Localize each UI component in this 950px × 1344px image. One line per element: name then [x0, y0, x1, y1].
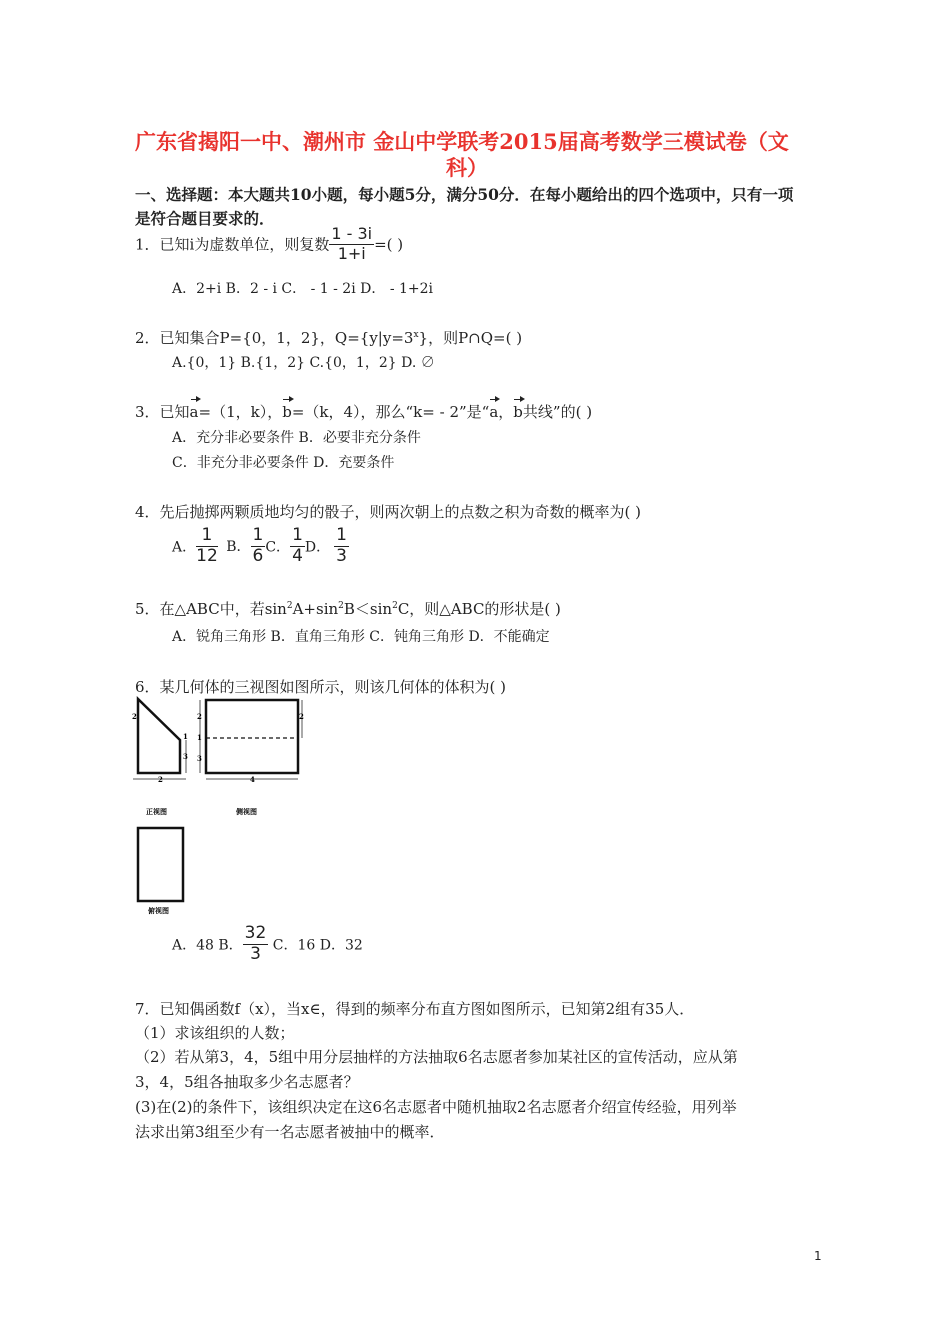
q3-vector-b: b [282, 403, 292, 421]
question-6: 6．某几何体的三视图如图所示，则该几何体的体积为( ) [135, 678, 507, 696]
section-header-line2: 是符合题目要求的． [135, 209, 275, 228]
dim-side-bottom: 4 [250, 775, 255, 784]
q3-text-a: 3．已知 [135, 403, 190, 421]
dim-side-right: 2 [299, 712, 304, 721]
q3-text-b: =（1，k）， [198, 403, 283, 421]
question-4: 4．先后抛掷两颗质地均匀的骰子，则两次朝上的点数之积为奇数的概率为( ) [135, 503, 642, 521]
q1-options: A．2+i B．2 - i C． - 1 - 2i D． - 1+2i [172, 281, 434, 297]
q4-frac-c-num: 1 [292, 525, 303, 545]
q4-label-c: C． [265, 539, 291, 556]
q2-tail: }，则P∩Q=( ) [418, 329, 523, 347]
doc-title-line2: 科） [446, 155, 488, 180]
q6-options-c-d: C．16 D．32 [268, 937, 363, 954]
q2-options: A.{0，1} B.{1，2} C.{0，1，2} D. ∅ [172, 355, 435, 371]
question-2 [135, 327, 522, 348]
q7-line1: 7．已知偶函数f（x），当x∈，得到的频率分布直方图如图所示，已知第2组有35人． [135, 1000, 695, 1018]
three-view-figure [130, 695, 320, 920]
front-view-label: 正视图 [146, 808, 167, 816]
q4-label-b: B． [226, 539, 251, 556]
top-view [138, 828, 183, 901]
q3-text-d: ， [498, 403, 514, 421]
q4-options [172, 527, 349, 566]
q7-line6: 法求出第3组至少有一名志愿者被抽中的概率． [135, 1123, 445, 1141]
q4-frac-b-num: 1 [252, 525, 264, 545]
q1-fraction [329, 226, 374, 263]
q4-frac-a-den: 12 [196, 545, 218, 566]
q4-frac-d-den: 3 [336, 545, 347, 566]
q2-sup: x [413, 330, 419, 340]
q3-vector-a: a [189, 403, 199, 421]
side-view-label: 侧视图 [236, 808, 257, 816]
dim-side-left-low: 3 [197, 754, 202, 763]
question-3 [135, 401, 592, 422]
q3-text-e: 共线”的( ) [522, 403, 593, 421]
dim-side-left-top: 2 [197, 712, 202, 721]
q5-part3: B＜sin [343, 600, 393, 618]
q5-tail: C，则△ABC的形状是( ) [397, 600, 561, 618]
q1-stem: 1．已知i为虚数单位，则复数 [135, 235, 330, 254]
q6-frac-b-den: 3 [250, 943, 261, 964]
top-view-label: 俯视图 [148, 907, 169, 915]
q5-sup3: 2 [392, 601, 398, 611]
q4-frac-c-den: 4 [292, 545, 303, 566]
q1-denominator: 1+i [337, 243, 366, 263]
q4-frac-d [334, 527, 349, 566]
q3-vector-b2: b [513, 403, 523, 421]
dim-front-left: 2 [132, 712, 137, 721]
q5-options: A．锐角三角形 B．直角三角形 C．钝角三角形 D．不能确定 [172, 629, 550, 645]
q4-label-d: D． [304, 539, 331, 556]
q3-vector-a2: a [489, 403, 499, 421]
q4-frac-a-num: 1 [196, 527, 218, 547]
q4-frac-a [196, 527, 218, 566]
side-view [206, 700, 298, 773]
q3-options-line2: C．非充分非必要条件 D．充要条件 [172, 455, 395, 471]
q6-frac-b-num: 32 [244, 923, 267, 943]
q4-frac-b [251, 527, 266, 566]
question-5 [135, 598, 561, 619]
q7-line2: （1）求该组织的人数； [135, 1024, 295, 1042]
page-number: 1 [814, 1249, 822, 1263]
q4-frac-d-num: 1 [336, 525, 347, 545]
front-view [138, 699, 180, 773]
q5-sup2: 2 [338, 601, 344, 611]
question-1 [135, 226, 403, 263]
q2-stem: 2．已知集合P={0，1，2}，Q={y|y=3 [135, 329, 414, 347]
dim-front-bottom: 2 [158, 775, 163, 784]
q3-text-c: =（k，4），那么“k= - 2”是“ [291, 403, 490, 421]
q5-stem: 5．在△ABC中，若sin [135, 600, 287, 618]
doc-title-line1: 广东省揭阳一中、潮州市 金山中学联考2015届高考数学三模试卷（文 [135, 129, 789, 154]
q7-line4: 3，4，5组各抽取多少名志愿者？ [135, 1073, 359, 1091]
q1-tail: =( ) [374, 235, 404, 254]
q1-numerator: 1 - 3i [331, 224, 373, 243]
q4-frac-c [290, 527, 305, 566]
q4-frac-b-den: 6 [252, 545, 264, 566]
section-header-line1: 一、选择题：本大题共10小题，每小题5分，满分50分．在每小题给出的四个选项中，只有一项 [135, 185, 794, 204]
q3-options-line1: A．充分非必要条件 B．必要非充分条件 [172, 430, 421, 446]
dim-side-left-mid: 1 [197, 733, 202, 742]
dim-front-upper: 1 [183, 732, 188, 741]
q7-line3: （2）若从第3，4，5组中用分层抽样的方法抽取6名志愿者参加某社区的宣传活动，应从第 [135, 1048, 738, 1066]
q4-label-a: A． [172, 539, 197, 556]
dim-front-right: 3 [183, 752, 188, 761]
q7-line5: (3)在(2)的条件下，该组织决定在这6名志愿者中随机抽取2名志愿者介绍宣传经验，用列举 [135, 1098, 737, 1116]
q6-options-a-b: A．48 B． [172, 937, 243, 954]
q6-frac-b [243, 925, 269, 964]
q6-options [172, 925, 363, 964]
q5-part2: A+sin [292, 600, 339, 618]
q5-sup1: 2 [286, 601, 293, 611]
